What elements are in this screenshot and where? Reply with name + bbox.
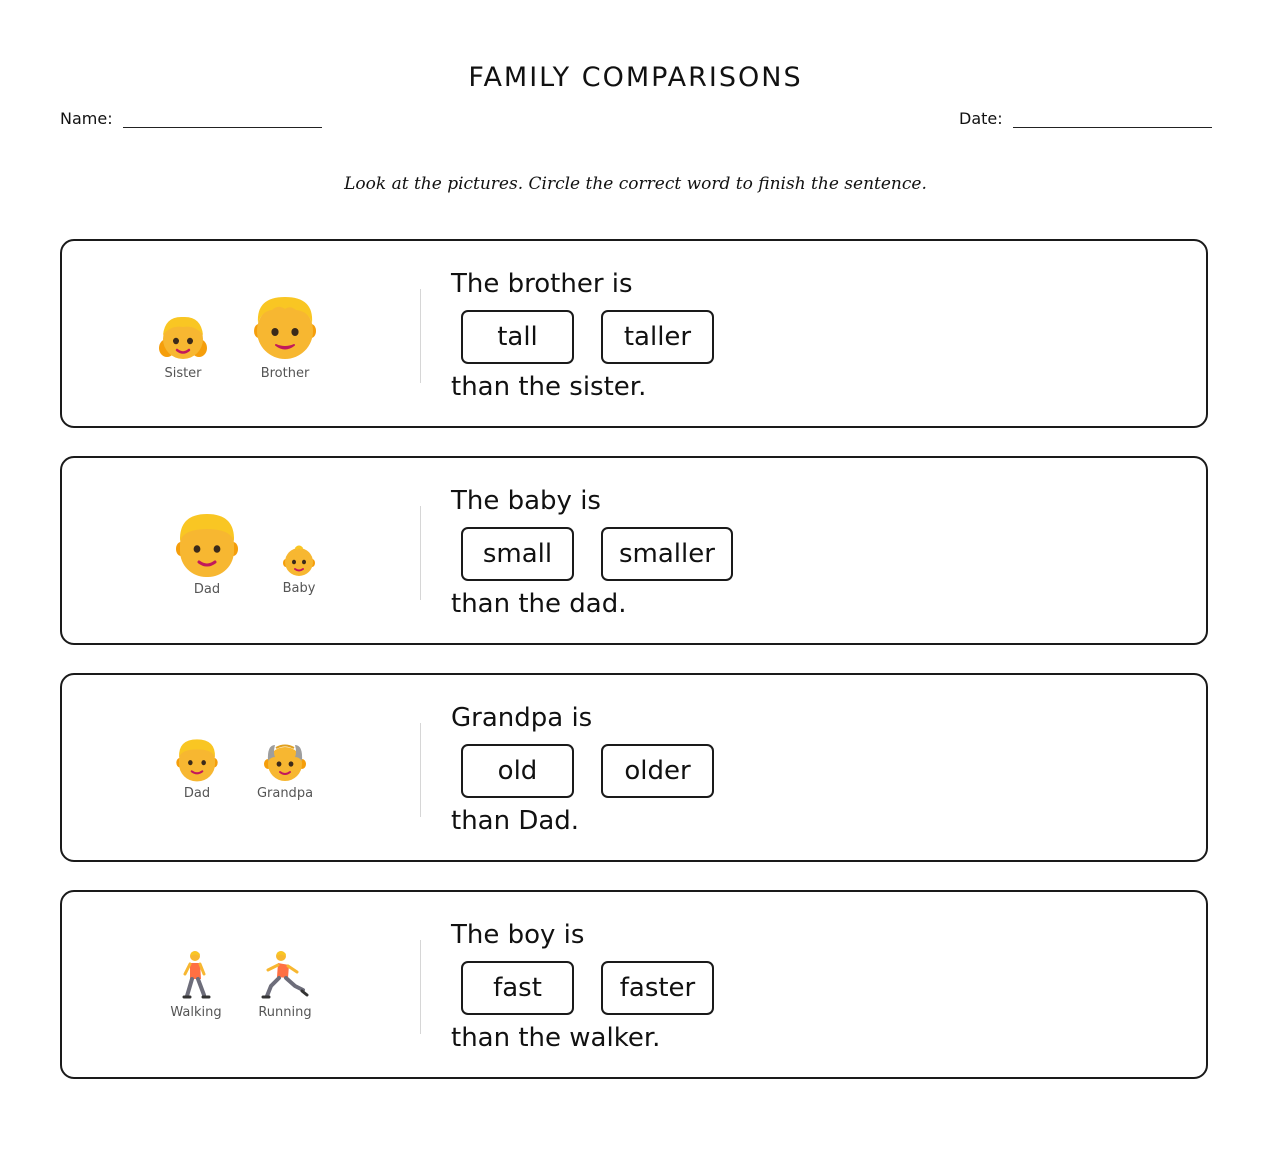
instructions: Look at the pictures. Circle the correct word to finish the sentence. <box>344 174 927 194</box>
choice-button[interactable]: taller <box>601 310 714 364</box>
worksheet-title: FAMILY COMPARISONS <box>468 62 803 93</box>
choice-button[interactable]: fast <box>461 961 574 1015</box>
divider <box>420 506 421 600</box>
divider <box>420 289 421 383</box>
picture-label: Grandpa <box>256 786 314 801</box>
picture-area <box>62 892 420 1081</box>
picture-walking <box>168 950 224 1020</box>
date-field[interactable] <box>959 109 1212 128</box>
baby-icon <box>282 544 316 578</box>
answer-choices <box>461 527 733 581</box>
sentence-prompt: The baby is <box>451 486 601 516</box>
picture-area <box>62 241 420 430</box>
boy-icon <box>250 293 320 363</box>
sentence <box>451 267 714 404</box>
picture-label: Running <box>258 1005 312 1020</box>
choice-button[interactable]: old <box>461 744 574 798</box>
picture-label: Walking <box>170 1005 222 1020</box>
name-blank-line[interactable] <box>123 111 322 128</box>
question-card-4 <box>60 890 1208 1079</box>
divider <box>420 940 421 1034</box>
question-card-2 <box>60 456 1208 645</box>
choice-button[interactable]: older <box>601 744 714 798</box>
picture-grandpa <box>254 739 316 801</box>
picture-running <box>257 950 313 1020</box>
person-walking-icon <box>179 950 213 1002</box>
sentence-ending: than the sister. <box>451 372 647 402</box>
sentence-prompt: Grandpa is <box>451 703 593 733</box>
sentence <box>451 484 733 621</box>
choice-button[interactable]: tall <box>461 310 574 364</box>
date-blank-line[interactable] <box>1013 111 1212 128</box>
picture-label: Dad <box>193 582 221 597</box>
divider <box>420 723 421 817</box>
picture-label: Sister <box>164 366 202 381</box>
picture-sister <box>155 311 211 381</box>
girl-icon <box>157 311 209 363</box>
answer-choices <box>461 310 714 364</box>
sentence <box>451 701 714 838</box>
date-label: Date: <box>959 109 1003 128</box>
picture-label: Baby <box>282 581 316 596</box>
man-icon <box>174 511 240 579</box>
question-card-1 <box>60 239 1208 428</box>
sentence-ending: than the walker. <box>451 1023 661 1053</box>
person-running-icon <box>261 950 309 1002</box>
choice-button[interactable]: faster <box>601 961 714 1015</box>
choice-button[interactable]: small <box>461 527 574 581</box>
sentence-ending: than Dad. <box>451 806 580 836</box>
man-icon <box>175 737 219 783</box>
picture-dad <box>174 737 220 801</box>
picture-baby <box>282 544 316 596</box>
picture-label: Dad <box>183 786 211 801</box>
question-card-3 <box>60 673 1208 862</box>
sentence <box>451 918 714 1055</box>
picture-label: Brother <box>260 366 310 381</box>
sentence-prompt: The boy is <box>451 920 585 950</box>
answer-choices <box>461 744 714 798</box>
sentence-ending: than the dad. <box>451 589 627 619</box>
answer-choices <box>461 961 714 1015</box>
old-man-icon <box>263 739 307 783</box>
sentence-prompt: The brother is <box>451 269 633 299</box>
picture-area <box>62 675 420 864</box>
picture-dad <box>173 511 241 597</box>
choice-button[interactable]: smaller <box>601 527 733 581</box>
name-label: Name: <box>60 109 113 128</box>
name-field[interactable] <box>60 109 322 128</box>
picture-area <box>62 458 420 647</box>
picture-brother <box>250 293 320 381</box>
